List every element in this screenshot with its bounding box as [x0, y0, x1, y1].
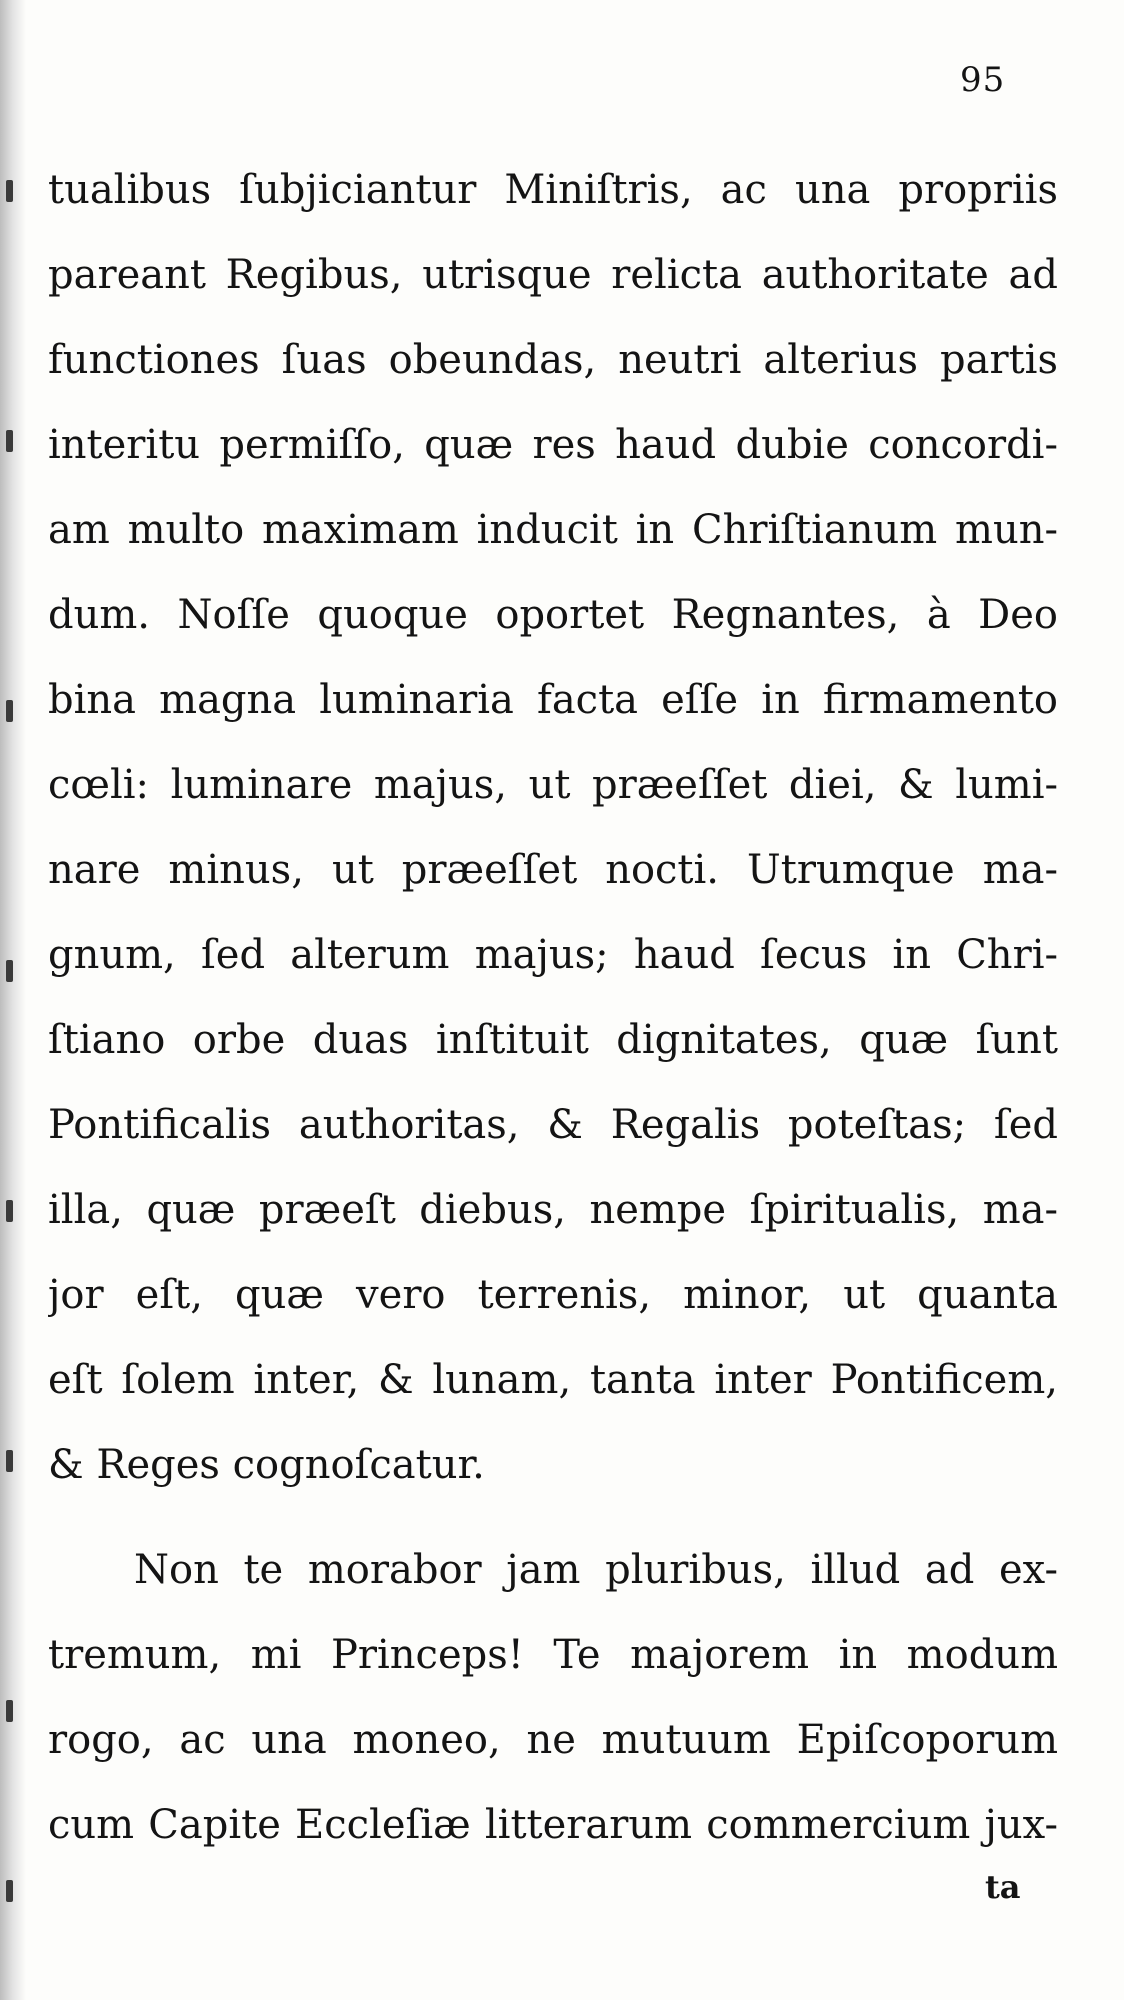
text-line: rogo, ac una moneo, ne mutuum Epiſcoporum	[48, 1717, 1058, 1763]
binding-mark	[6, 1200, 13, 1222]
text-line: ſtiano orbe duas inſtituit dignitates, quæ ſunt	[48, 1017, 1058, 1063]
text-line-last: & Reges cognoſcatur.	[48, 1442, 485, 1488]
binding-mark	[6, 1700, 13, 1722]
text-line: Pontificalis authoritas, & Regalis poteſtas; ſed	[48, 1102, 1058, 1148]
text-line: cœli: luminare majus, ut præeſſet diei, & lumi-	[48, 762, 1058, 808]
text-line: interitu permiſſo, quæ res haud dubie concordi-	[48, 422, 1058, 468]
text-line: illa, quæ præeſt diebus, nempe ſpiritualis, ma-	[48, 1187, 1058, 1233]
binding-mark	[6, 430, 13, 452]
page-number: 95	[960, 60, 1006, 100]
paragraph-gap	[48, 1508, 1058, 1528]
binding-mark	[6, 1450, 13, 1472]
text-line: gnum, ſed alterum majus; haud ſecus in Chri-	[48, 932, 1058, 978]
binding-mark	[6, 180, 13, 202]
text-line: tremum, mi Princeps! Te majorem in modum	[48, 1632, 1058, 1678]
binding-mark	[6, 960, 13, 982]
binding-edge	[0, 0, 26, 2000]
text-line: eſt ſolem inter, & lunam, tanta inter Pontificem,	[48, 1357, 1058, 1403]
text-line: pareant Regibus, utrisque relicta authoritate ad	[48, 252, 1058, 298]
binding-mark	[6, 700, 13, 722]
text-line-indented: Non te morabor jam pluribus, illud ad ex-	[134, 1547, 1058, 1593]
text-line: jor eſt, quæ vero terrenis, minor, ut quanta	[48, 1272, 1058, 1318]
text-line: functiones ſuas obeundas, neutri alterius partis	[48, 337, 1058, 383]
text-line: nare minus, ut præeſſet nocti. Utrumque ma-	[48, 847, 1058, 893]
text-line: am multo maximam inducit in Chriſtianum mun-	[48, 507, 1058, 553]
text-line: cum Capite Eccleſiæ litterarum commercium jux-	[48, 1802, 1058, 1848]
text-line: tualibus ſubjiciantur Miniſtris, ac una propriis	[48, 167, 1058, 213]
text-line: bina magna luminaria facta eſſe in firmamento	[48, 677, 1058, 723]
body-text	[48, 148, 1058, 1868]
catchword: ta	[985, 1868, 1021, 1906]
text-line: dum. Noſſe quoque oportet Regnantes, à Deo	[48, 592, 1058, 638]
binding-mark	[6, 1880, 13, 1902]
